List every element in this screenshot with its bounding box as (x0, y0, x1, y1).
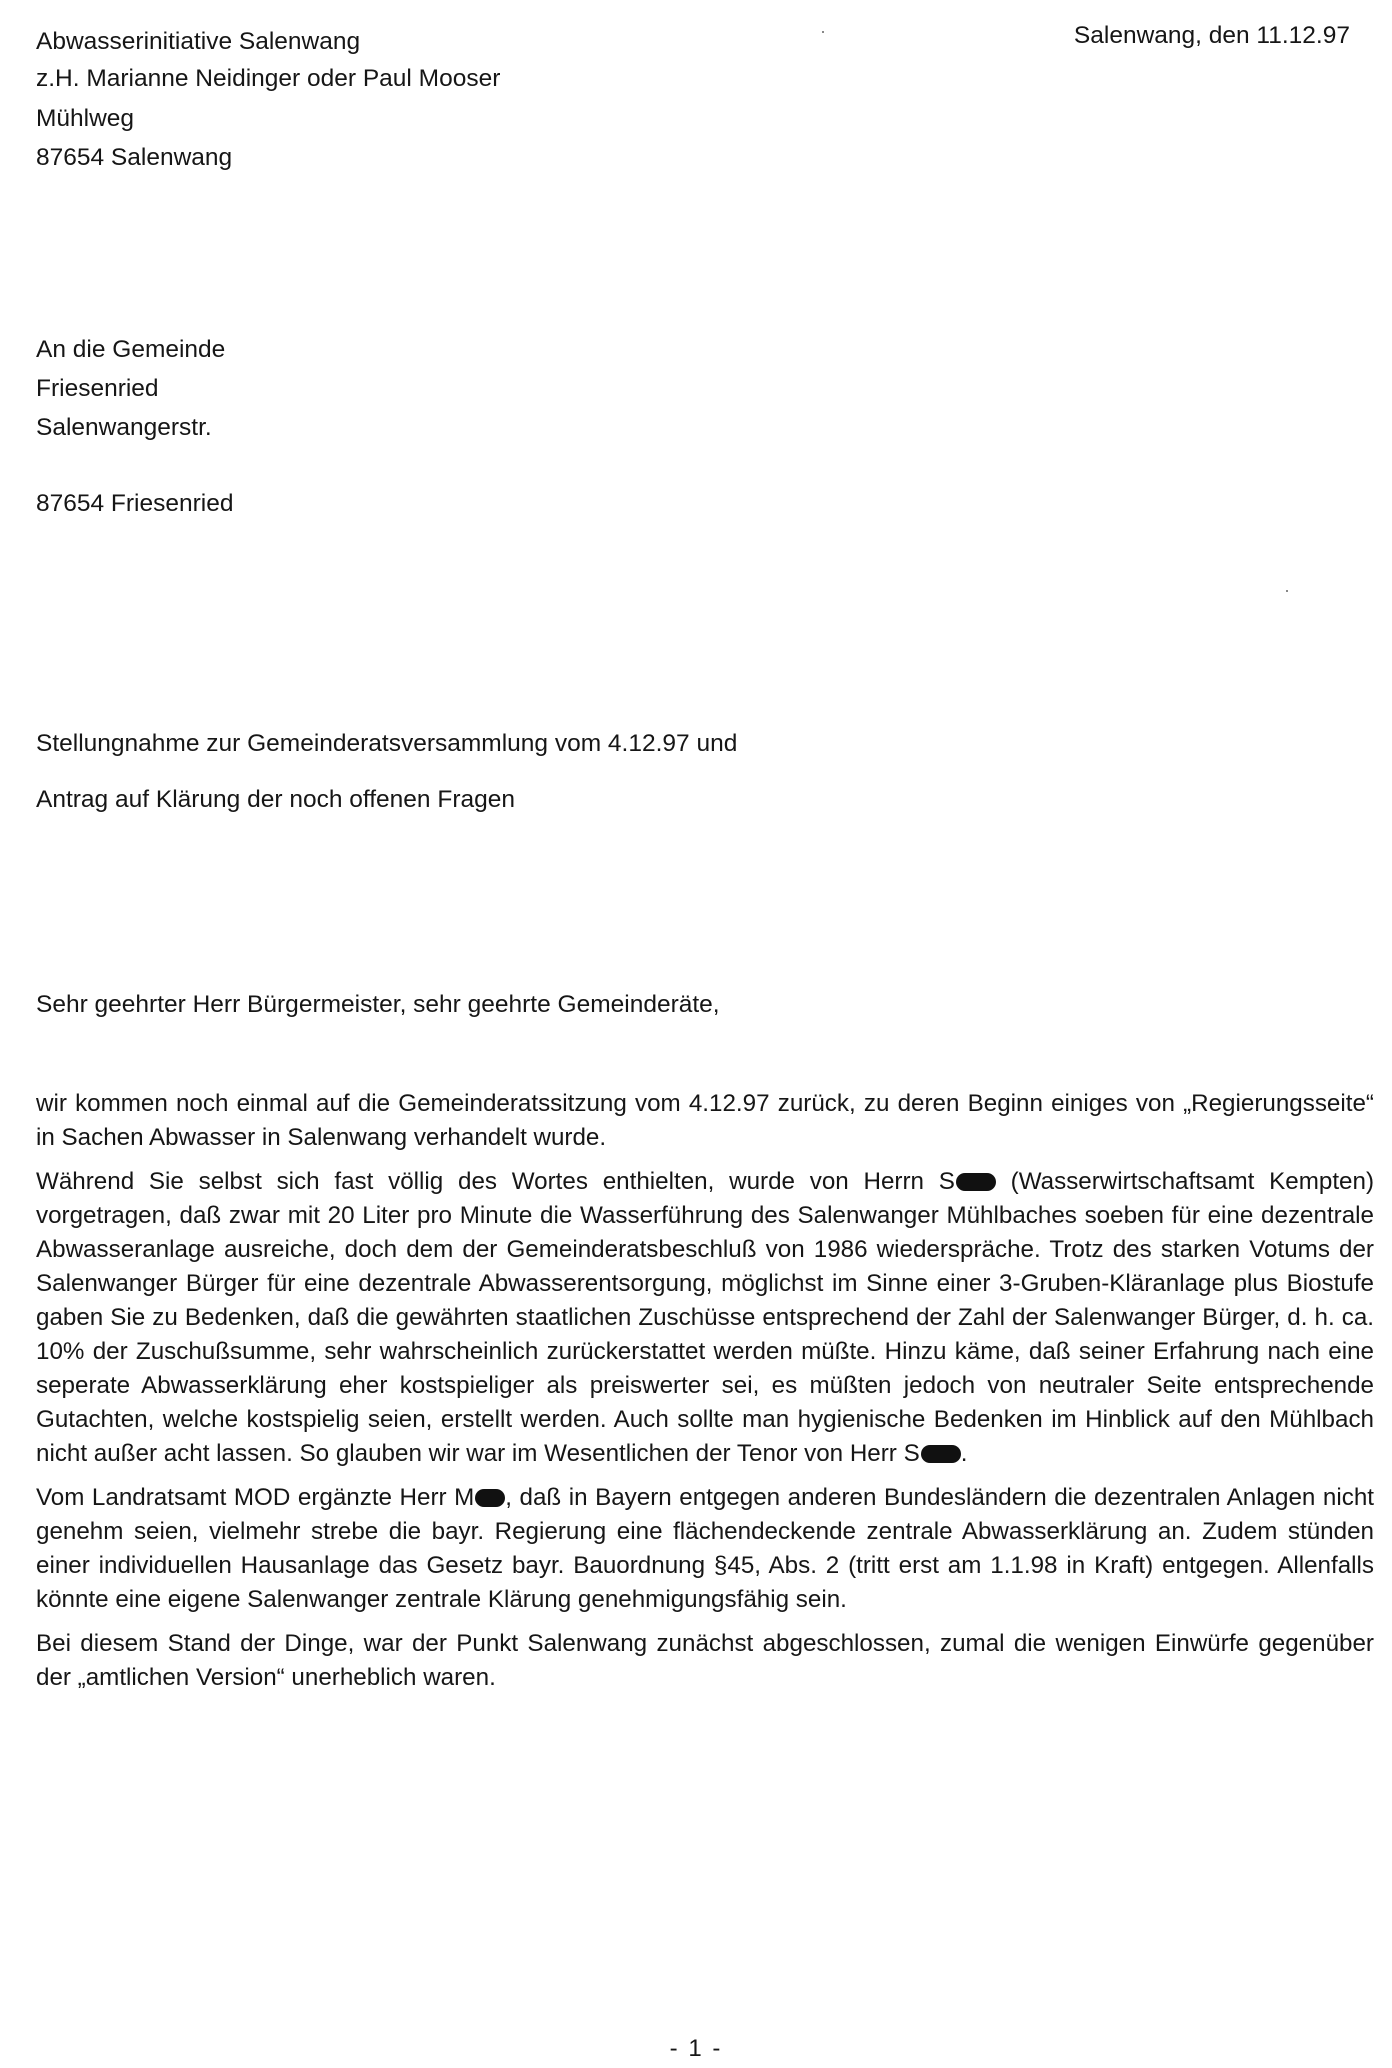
subject-line-1: Stellungnahme zur Gemeinderatsversammlung vom 4.12.97 und (36, 730, 738, 757)
paragraph-2-text-c: . (960, 1440, 968, 1467)
redaction-mark (921, 1445, 961, 1463)
scan-speck (822, 31, 824, 33)
paragraph-1: wir kommen noch einmal auf die Gemeinderatssitzung vom 4.12.97 zurück, zu deren Beginn einiges von „Regierungsseite“ in Sachen Abwasser in Salenwang verhandelt wurde. (36, 1090, 1374, 1151)
scan-speck (1286, 590, 1288, 592)
letter-date: Salenwang, den 11.12.97 (1073, 22, 1350, 49)
paragraph-2-text-a: Während Sie selbst sich fast völlig des Wortes enthielten, wurde von Herrn S (36, 1168, 955, 1195)
page-number: - 1 - (669, 2035, 723, 2062)
recipient-city: 87654 Friesenried (36, 490, 234, 517)
recipient-municipality: Friesenried (36, 375, 159, 402)
recipient-street: Salenwangerstr. (36, 414, 212, 441)
letter-body (36, 1087, 1374, 1695)
salutation: Sehr geehrter Herr Bürgermeister, sehr geehrte Gemeinderäte, (36, 991, 720, 1018)
redaction-mark (956, 1173, 996, 1191)
sender-street: Mühlweg (36, 105, 135, 132)
paragraph-3 (36, 1481, 1374, 1617)
recipient-name: An die Gemeinde (36, 336, 226, 363)
subject-line-2: Antrag auf Klärung der noch offenen Fragen (36, 786, 515, 813)
sender-city: 87654 Salenwang (36, 144, 233, 171)
paragraph-3-text-a: Vom Landratsamt MOD ergänzte Herr M (36, 1484, 475, 1511)
paragraph-2-text-b: (Wasserwirtschaftsamt Kempten) vorgetragen, daß zwar mit 20 Liter pro Minute die Wasserführung des Salenwanger Mühlbaches soeben für eine dezentrale Abwasseranlage ausreiche, doch dem der Gemeinderatsbeschluß von 1986 wiederspräche. Trotz des starken Votums der Salenwanger Bürger für eine dezentrale Abwasserentsorgung, möglichst im Sinne einer 3-Gruben-Kläranlage plus Biostufe gaben Sie zu Bedenken, daß die gewährten staatlichen Zuschüsse entsprechend der Zahl der Salenwanger Bürger, d. h. ca. 10% der Zuschußsumme, sehr wahrscheinlich zurückerstattet werden müßte. Hinzu käme, daß seiner Erfahrung nach eine seperate Abwasserklärung eher kostspieliger als preiswerter sei, es müßten jedoch von neutraler Seite entsprechende Gutachten, welche kostspielig seien, erstellt werden. Auch sollte man hygienische Bedenken im Hinblick auf den Mühlbach nicht außer acht lassen. So glauben wir war im Wesentlichen der Tenor von Herr S (36, 1168, 1374, 1467)
sender-contact-persons: z.H. Marianne Neidinger oder Paul Mooser (36, 65, 501, 92)
paragraph-3-text-b: , daß in Bayern entgegen anderen Bundesländern die dezentralen Anlagen nicht genehm seien, vielmehr strebe die bayr. Regierung eine flächendeckende zentrale Abwasserklärung an. Zudem stünden einer individuellen Hausanlage das Gesetz bayr. Bauordnung §45, Abs. 2 (tritt erst am 1.1.98 in Kraft) entgegen. Allenfalls könnte eine eigene Salenwanger zentrale Klärung genehmigungsfähig sein. (36, 1484, 1375, 1613)
sender-organization: Abwasserinitiative Salenwang (36, 28, 361, 55)
paragraph-4: Bei diesem Stand der Dinge, war der Punkt Salenwang zunächst abgeschlossen, zumal die wenigen Einwürfe gegenüber der „amtlichen Version“ unerheblich waren. (36, 1630, 1374, 1691)
paragraph-2 (36, 1165, 1374, 1471)
redaction-mark (475, 1489, 505, 1507)
